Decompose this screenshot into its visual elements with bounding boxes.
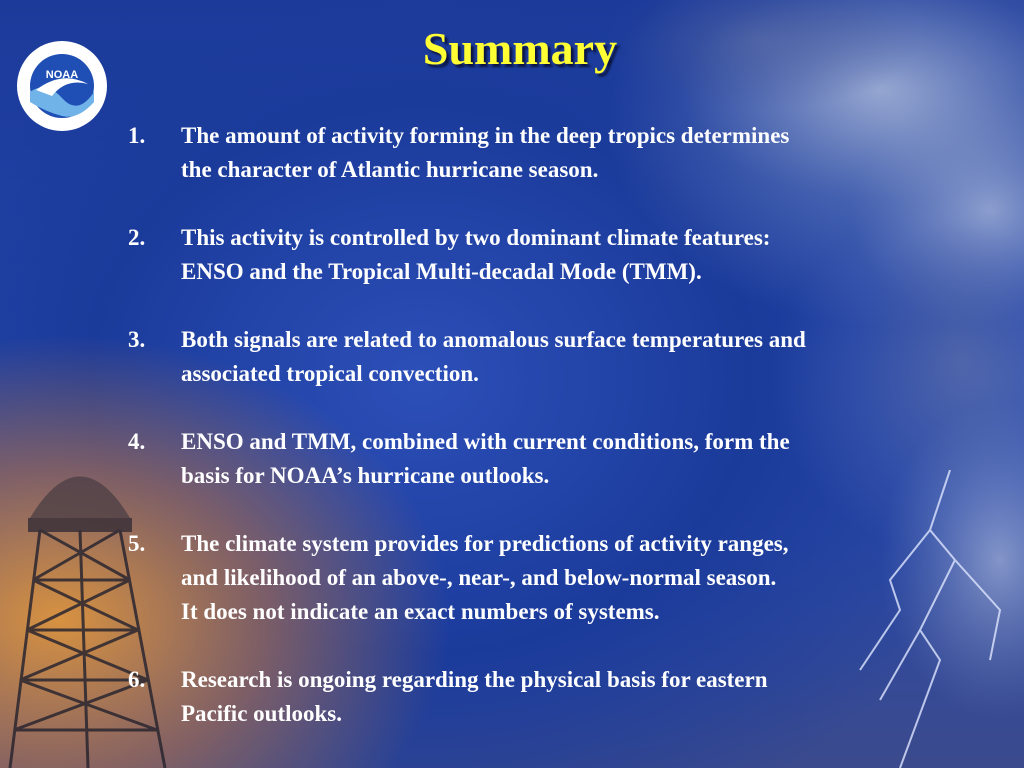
item-number: 4.	[128, 429, 146, 454]
item-number: 5.	[128, 531, 146, 556]
item-text: Both signals are related to anomalous surface temperatures and associated tropical convection.	[181, 327, 806, 386]
summary-list	[128, 119, 988, 731]
list-item	[128, 663, 988, 731]
item-number: 1.	[128, 123, 146, 148]
svg-text:NOAA: NOAA	[45, 69, 79, 81]
item-number: 6.	[128, 667, 146, 692]
slide-title: Summary	[422, 23, 618, 74]
item-number: 2.	[128, 225, 146, 250]
item-number: 3.	[128, 327, 146, 352]
list-item	[128, 425, 988, 493]
item-text: The climate system provides for predictions of activity ranges, and likelihood of an above-, near-, and below-normal season. It does not indicate an exact numbers of systems.	[181, 531, 789, 624]
list-item	[128, 323, 988, 391]
item-text: This activity is controlled by two dominant climate features: ENSO and the Tropical Multi-decadal Mode (TMM).	[181, 225, 771, 284]
item-text: ENSO and TMM, combined with current conditions, form the basis for NOAA’s hurricane outlooks.	[181, 429, 790, 488]
list-item	[128, 221, 988, 289]
item-text: Research is ongoing regarding the physical basis for eastern Pacific outlooks.	[181, 667, 768, 726]
list-item	[128, 527, 988, 629]
item-text: The amount of activity forming in the deep tropics determines the character of Atlantic hurricane season.	[181, 123, 790, 182]
list-item	[128, 119, 988, 187]
